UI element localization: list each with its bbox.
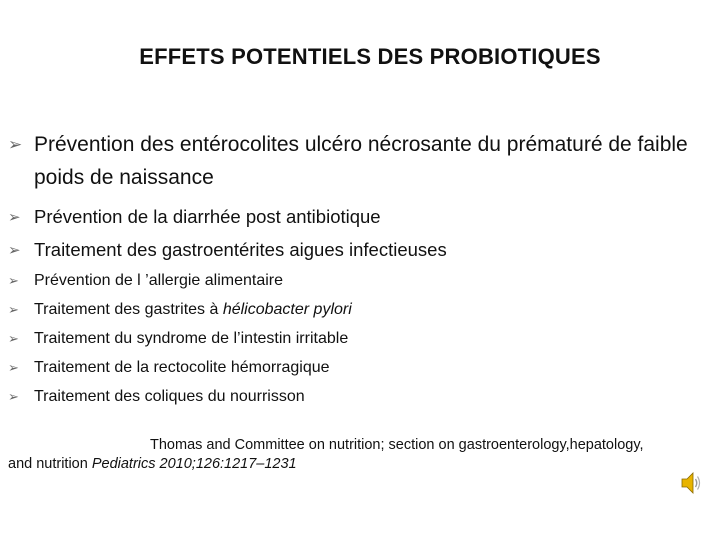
citation-line-2-prefix: and nutrition (8, 456, 92, 472)
speaker-icon[interactable] (680, 470, 702, 496)
arrow-bullet-icon: ➢ (8, 303, 19, 318)
bullet-list-tertiary (8, 266, 708, 411)
slide-title: EFFETS POTENTIELS DES PROBIOTIQUES (139, 44, 601, 69)
bullet-text: Prévention des entérocolites ulcéro nécrosante du prématuré de faible poids de naissance (34, 133, 688, 189)
bullet-text: Traitement du syndrome de l’intestin irritable (34, 330, 349, 347)
arrow-bullet-icon: ➢ (8, 361, 19, 376)
bullet-item (8, 233, 708, 266)
bullet-item (8, 382, 708, 411)
arrow-bullet-icon: ➢ (8, 135, 23, 155)
bullet-item (8, 353, 708, 382)
bullet-text: Traitement des gastroentérites aigues infectieuses (34, 239, 447, 260)
bullet-item (8, 128, 708, 194)
bullet-list-secondary (8, 200, 708, 266)
bullet-text: Prévention de la diarrhée post antibiotique (34, 206, 381, 227)
bullet-text: Traitement des coliques du nourrisson (34, 388, 305, 405)
arrow-bullet-icon: ➢ (8, 208, 21, 226)
bullet-text: Prévention de l ’allergie alimentaire (34, 272, 284, 289)
bullet-text: Traitement de la rectocolite hémorragique (34, 359, 330, 376)
citation (8, 436, 708, 474)
bullet-list-primary (8, 128, 708, 196)
arrow-bullet-icon: ➢ (8, 332, 19, 347)
arrow-bullet-icon: ➢ (8, 241, 21, 259)
bullet-item (8, 324, 708, 353)
arrow-bullet-icon: ➢ (8, 390, 19, 405)
bullet-text: Traitement des gastrites à (34, 301, 223, 318)
bullet-item (8, 266, 708, 295)
bullet-text-italic: hélicobacter pylori (222, 301, 352, 318)
citation-line-1: Thomas and Committee on nutrition; section on gastroenterology,hepatology, (150, 437, 644, 453)
bullet-item (8, 200, 708, 233)
bullet-item (8, 295, 708, 324)
citation-journal: Pediatrics 2010;126:1217–1231 (91, 456, 297, 472)
arrow-bullet-icon: ➢ (8, 274, 19, 289)
